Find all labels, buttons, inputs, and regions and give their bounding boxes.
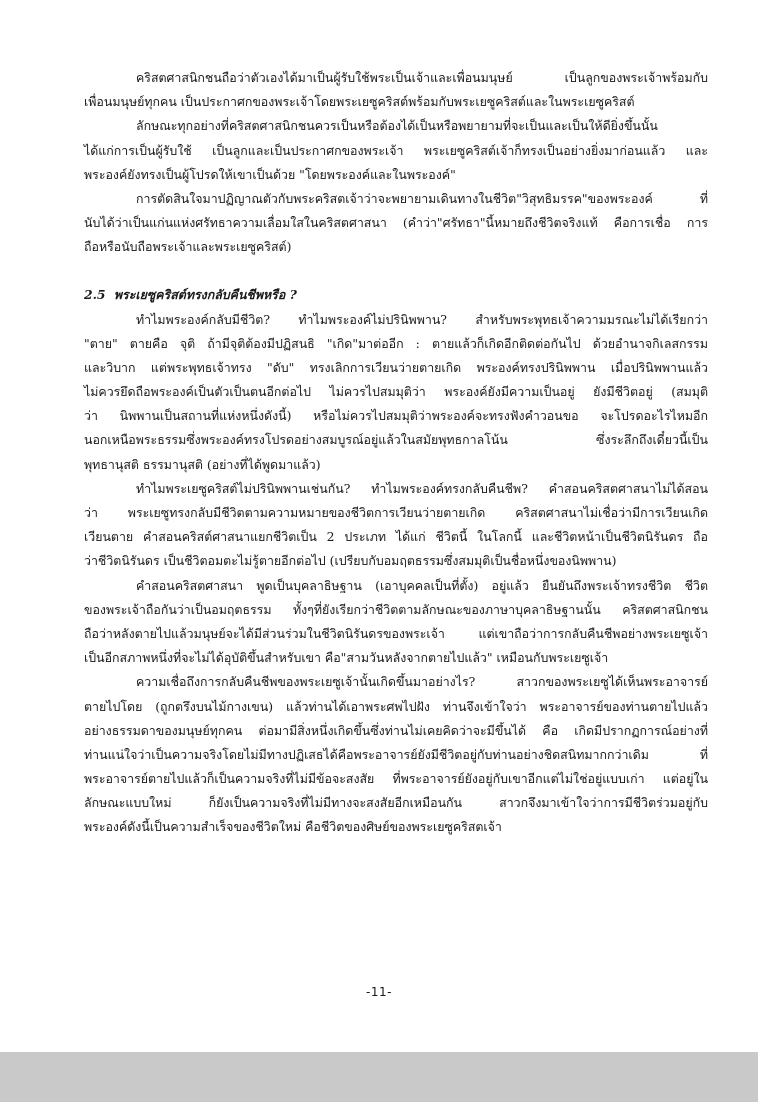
text-line: คริสตศาสนิกชนถือว่าตัวเองได้มาเป็นผู้รับใช้พระเป็นเจ้าและเพื่อนมนุษย์ เป็นลูกของพระเจ้าพร้อมกับ [136,70,708,85]
text-line: ตายไปโดย (ถูกตรึงบนไม้กางเขน) แล้วท่านได้เอาพระศพไปฝัง ท่านจึงเข้าใจว่า พระอาจารย์ของท่านตายไปแล้ว [84,698,708,714]
text-line: ของพระเจ้าถือกันว่าเป็นอมฤตธรรม ทั้งๆที่ยังเรียกว่าชีวิตตามลักษณะของภาษาบุคลาธิษฐานนั้น คริสตศาสนิกชน [84,601,708,617]
text-line: คำสอนคริสตศาสนา พูดเป็นบุคลาธิษฐาน (เอาบุคคลเป็นที่ตั้ง) อยู่แล้ว ยืนยันถึงพระเจ้าทรงชีวิต ชีวิต [136,577,708,593]
text-line: การตัดสินใจมาปฏิญาณตัวกับพระคริสตเจ้าว่าจะพยายามเดินทางในชีวิต"วิสุทธิมรรค"ของพระองค์ ที่ [136,190,708,206]
text-line: ลักษณะทุกอย่างที่คริสตศาสนิกชนควรเป็นหรือต้องได้เป็นหรือพยายามที่จะเป็นและเป็นให้ดียิ่งขึ้นนั้น [136,118,658,134]
paragraph [84,187,708,260]
text-line: พระองค์ดังนี้เป็นความสำเร็จของชีวิตใหม่ คือชีวิตของศิษย์ของพระเยซูคริสตเจ้า [84,819,502,835]
text-line: เวียนตาย คำสอนคริสต์ศาสนาแยกชีวิตเป็น 2 ประเภท ได้แก่ ชีวิตนี้ ในโลกนี้ และชีวิตหน้าเป็นชีวิตนิรันดร ถือ [84,529,708,545]
text-line: นอกเหนือพระธรรมซึ่งพระองค์ทรงโปรดอย่างสมบูรณ์อยู่แล้วในสมัยพุทธกาลโน้น ซึ่งระลึกถึงเดี๋ยวนี้เป็น [84,432,708,448]
text-line: ทำไมพระเยซูคริสต์ไม่ปรินิพพานเช่นกัน? ทำไมพระองค์ทรงกลับคืนชีพ? คำสอนคริสตศาสนาไม่ได้สอน [136,480,708,496]
text-line: ได้แก่การเป็นผู้รับใช้ เป็นลูกและเป็นประกาศกของพระเจ้า พระเยซูคริสต์เจ้าก็ทรงเป็นอย่างยิ่งมาก่อนแล้ว และ [84,142,708,158]
text-line: ทำไมพระองค์กลับมีชีวิต? ทำไมพระองค์ไม่ปรินิพพาน? สำหรับพระพุทธเจ้าความมรณะไม่ได้เรียกว่า [136,311,708,327]
text-line: ท่านแน่ใจว่าเป็นความจริงโดยไม่มีทางปฏิเสธได้คือพระอาจารย์ยังมีชีวิตอยู่กับท่านอย่างชิดสนิทมากกว่าเดิม ที่ [84,746,708,762]
section-heading [84,282,708,308]
paragraph [84,114,708,187]
section-number: 2.5 [84,286,106,302]
page-number: -11- [366,985,392,999]
text-line: "ตาย" ตายคือ จุติ ถ้ามีจุติต้องมีปฏิสนธิ "เกิด"มาต่ออีก : ตายแล้วก็เกิดอีกติดต่อกันไป ด้วยอำนาจกิเลสกรรม [84,335,708,351]
text-line: ความเชื่อถึงการกลับคืนชีพของพระเยซูเจ้านั้นเกิดขึ้นมาอย่างไร? สาวกของพระเยซูได้เห็นพระอาจารย์ [136,674,708,690]
document-body [84,66,708,840]
text-line: ว่าชีวิตนิรันดร เป็นชีวิตอมตะไม่รู้ตายอีกต่อไป (เปรียบกับอมฤตธรรมซึ่งสมมุติเป็นชื่อหนึ่งของนิพพาน) [84,553,617,569]
section-title: พระเยซูคริสต์ทรงกลับคืนชีพหรือ ? [113,286,297,302]
paragraph [84,66,708,114]
text-line: ถือหรือนับถือพระเจ้าและพระเยซูคริสต์) [84,239,292,255]
text-line: นับได้ว่าเป็นแก่นแห่งศรัทธาความเลื่อมใสในคริสตศาสนา (คำว่า"ศรัทธา"นี้หมายถึงชีวิตจริงแท้ คือการเชื่อ การ [84,215,708,231]
text-line: พระอาจารย์ตายไปแล้วก็เป็นความจริงที่ไม่มีข้อจะสงสัย ที่พระอาจารย์ยังอยู่กับเขาอีกแต่ไม่ใช่อยู่แบบเก่า แต่อยู่ใน [84,771,708,787]
paragraph [84,670,708,839]
paragraph [84,308,708,477]
text-line: อย่างธรรมดาของมนุษย์ทุกคน ต่อมามีสิ่งหนึ่งเกิดขึ้นซึ่งท่านไม่เคยคิดว่าจะมีขึ้นได้ คือ เกิดมีปรากฏการณ์อย่างที่ [84,722,708,738]
text-line: ว่า พระเยซูทรงกลับมีชีวิตตามความหมายของชีวิตการเวียนว่ายตายเกิด คริสตศาสนาไม่เชื่อว่ามีการเวียนเกิด [84,505,708,520]
text-line: ไม่ควรยึดถือพระองค์เป็นตัวเป็นตนอีกต่อไป ไม่ควรไปสมมุติว่า พระองค์ยังมีความเป็นอยู่ ยังมีชีวิตอยู่ (สมมุติ [84,384,708,400]
text-line: ลักษณะแบบใหม่ ก็ยังเป็นความจริงที่ไม่มีทางจะสงสัยอีกเหมือนกัน สาวกจึงมาเข้าใจว่าการมีชีวิตร่วมอยู่กับ [84,795,708,811]
text-line: และวิบาก แต่พระพุทธเจ้าทรง "ดับ" ทรงเลิกการเวียนว่ายตายเกิด พระองค์ทรงปรินิพพาน เมื่อปรินิพพานแล้ว [84,359,708,375]
spacer [84,260,708,282]
text-line: พุทธานุสติ ธรรมานุสติ (อย่างที่ได้พูดมาแล้ว) [84,456,321,472]
scan-background [0,1052,758,1102]
paragraph [84,477,708,574]
text-line: ว่า นิพพานเป็นสถานที่แห่งหนึ่งดังนี้) หรือไม่ควรไปสมมุติว่าพระองค์จะทรงฟังคำวอนขอ จะโปรดอะไรไหมอีก [84,408,708,424]
text-line: พระองค์ยังทรงเป็นผู้โปรดให้เขาเป็นด้วย "โดยพระองค์และในพระองค์" [84,166,456,182]
text-line: เป็นอีกสภาพหนึ่งที่จะไม่ได้อุบัติขึ้นสำหรับเขา คือ"สามวันหลังจากตายไปแล้ว" เหมือนกับพระเยซูเจ้า [84,650,609,666]
text-line: ถือว่าหลังตายไปแล้วมนุษย์จะได้มีส่วนร่วมในชีวิตนิรันดรของพระเจ้า แต่เขาถือว่าการกลับคืนชีพอย่างพระเยซูเจ้า [84,625,708,641]
text-line: เพื่อนมนุษย์ทุกคน เป็นประกาศกของพระเจ้าโดยพระเยซูคริสต์พร้อมกับพระเยซูคริสต์และในพระเยซูคริสต์ [84,94,635,110]
paragraph [84,574,708,671]
